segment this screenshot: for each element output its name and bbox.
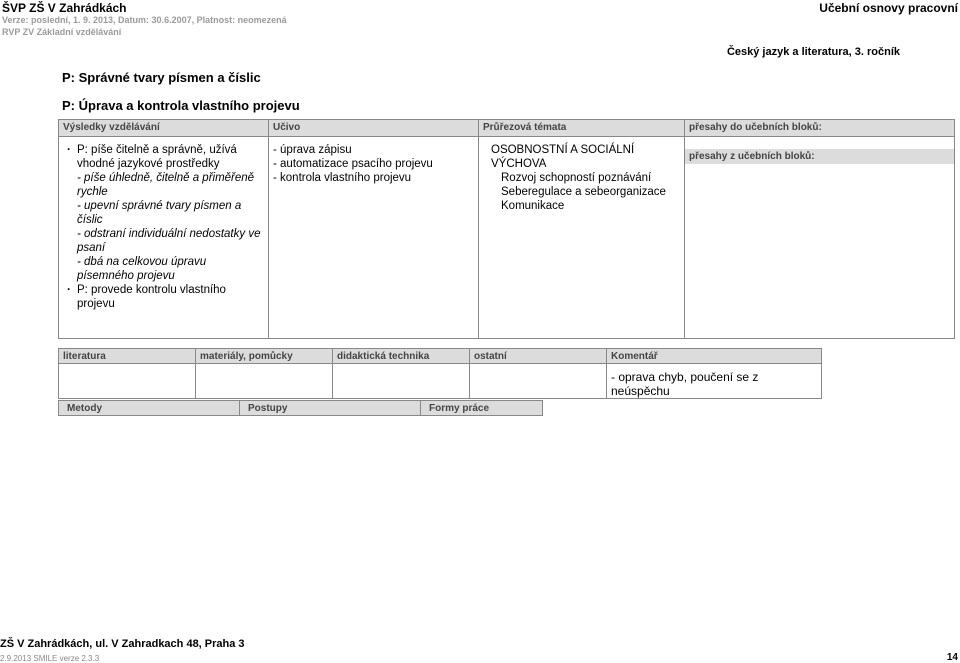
curriculum-item: - úprava zápisu — [273, 144, 352, 156]
page-number: 14 — [946, 652, 958, 663]
overlaps-from-label: přesahy z učebních bloků: — [685, 149, 954, 164]
bullet-icon: · — [67, 284, 71, 296]
outcomes-cell — [59, 137, 269, 339]
resources-literature-cell — [59, 364, 196, 399]
cross-topics-cell — [479, 137, 685, 339]
cross-topic-item: Rozvoj schopností poznávání — [501, 172, 652, 184]
outcome-sub-item: - dbá na celkovou úpravu písemného projevu — [77, 256, 207, 282]
footer-software-version: 2.9.2013 SMILE verze 2.3.3 — [0, 654, 100, 663]
col-header-curriculum: Učivo — [269, 120, 479, 137]
curriculum-item: - kontrola vlastního projevu — [273, 172, 412, 184]
col-header-outcomes: Výsledky vzdělávání — [59, 120, 269, 137]
document-type: Učební osnovy pracovní — [819, 1, 958, 15]
outcome-sub-item: - upevní správné tvary písmen a číslic — [77, 200, 242, 226]
rvp-line: RVP ZV Základní vzdělávání — [2, 27, 122, 37]
overlaps-cell — [685, 137, 955, 339]
curriculum-cell — [269, 137, 479, 339]
resources-table — [58, 348, 822, 399]
footer-address: ZŠ V Zahrádkách, ul. V Zahradkach 48, Praha 3 — [0, 638, 245, 650]
resources-header-other: ostatní — [470, 349, 607, 364]
cross-topic-title: OSOBNOSTNÍ A SOCIÁLNÍ VÝCHOVA — [491, 144, 635, 170]
procedures-header: Postupy — [240, 401, 421, 416]
version-line: Verze: poslední, 1. 9. 2013, Datum: 30.6.2007, Platnost: neomezená — [2, 15, 287, 25]
outcome-text: P: provede kontrolu vlastního projevu — [77, 284, 226, 310]
school-program-title: ŠVP ZŠ V Zahrádkách — [2, 1, 127, 15]
subject-grade: Český jazyk a literatura, 3. ročník — [726, 46, 900, 58]
col-header-cross-topics: Průřezová témata — [479, 120, 685, 137]
section-heading: P: Správné tvary písmen a číslic — [62, 70, 261, 85]
outcome-item — [67, 143, 264, 283]
outcome-sub-item: - píše úhledně, čitelně a přiměřeně rychle — [77, 172, 255, 198]
outcome-item — [67, 283, 264, 311]
outcome-text: P: píše čitelně a správně, užívá vhodné jazykové prostředky — [77, 144, 237, 170]
work-forms-header: Formy práce — [421, 401, 543, 416]
bullet-icon: · — [67, 144, 71, 156]
cross-topic-item: Seberegulace a sebeorganizace — [501, 186, 666, 198]
curriculum-table — [58, 119, 955, 339]
resources-header-literature: literatura — [59, 349, 196, 364]
curriculum-item: - automatizace psacího projevu — [273, 158, 433, 170]
resources-header-comment: Komentář — [607, 349, 822, 364]
subsection-heading: P: Úprava a kontrola vlastního projevu — [62, 98, 300, 113]
resources-header-technology: didaktická technika — [333, 349, 470, 364]
resources-materials-cell — [196, 364, 333, 399]
comment-text: - oprava chyb, poučení se z neúspěchu — [607, 364, 822, 399]
resources-technology-cell — [333, 364, 470, 399]
cross-topic-item: Komunikace — [501, 200, 565, 212]
methods-table — [58, 400, 543, 416]
resources-other-cell — [470, 364, 607, 399]
outcome-sub-item: - odstraní individuální nedostatky ve psaní — [77, 228, 261, 254]
resources-header-materials: materiály, pomůcky — [196, 349, 333, 364]
methods-header: Metody — [59, 401, 240, 416]
col-header-overlaps-to: přesahy do učebních bloků: — [685, 120, 955, 137]
